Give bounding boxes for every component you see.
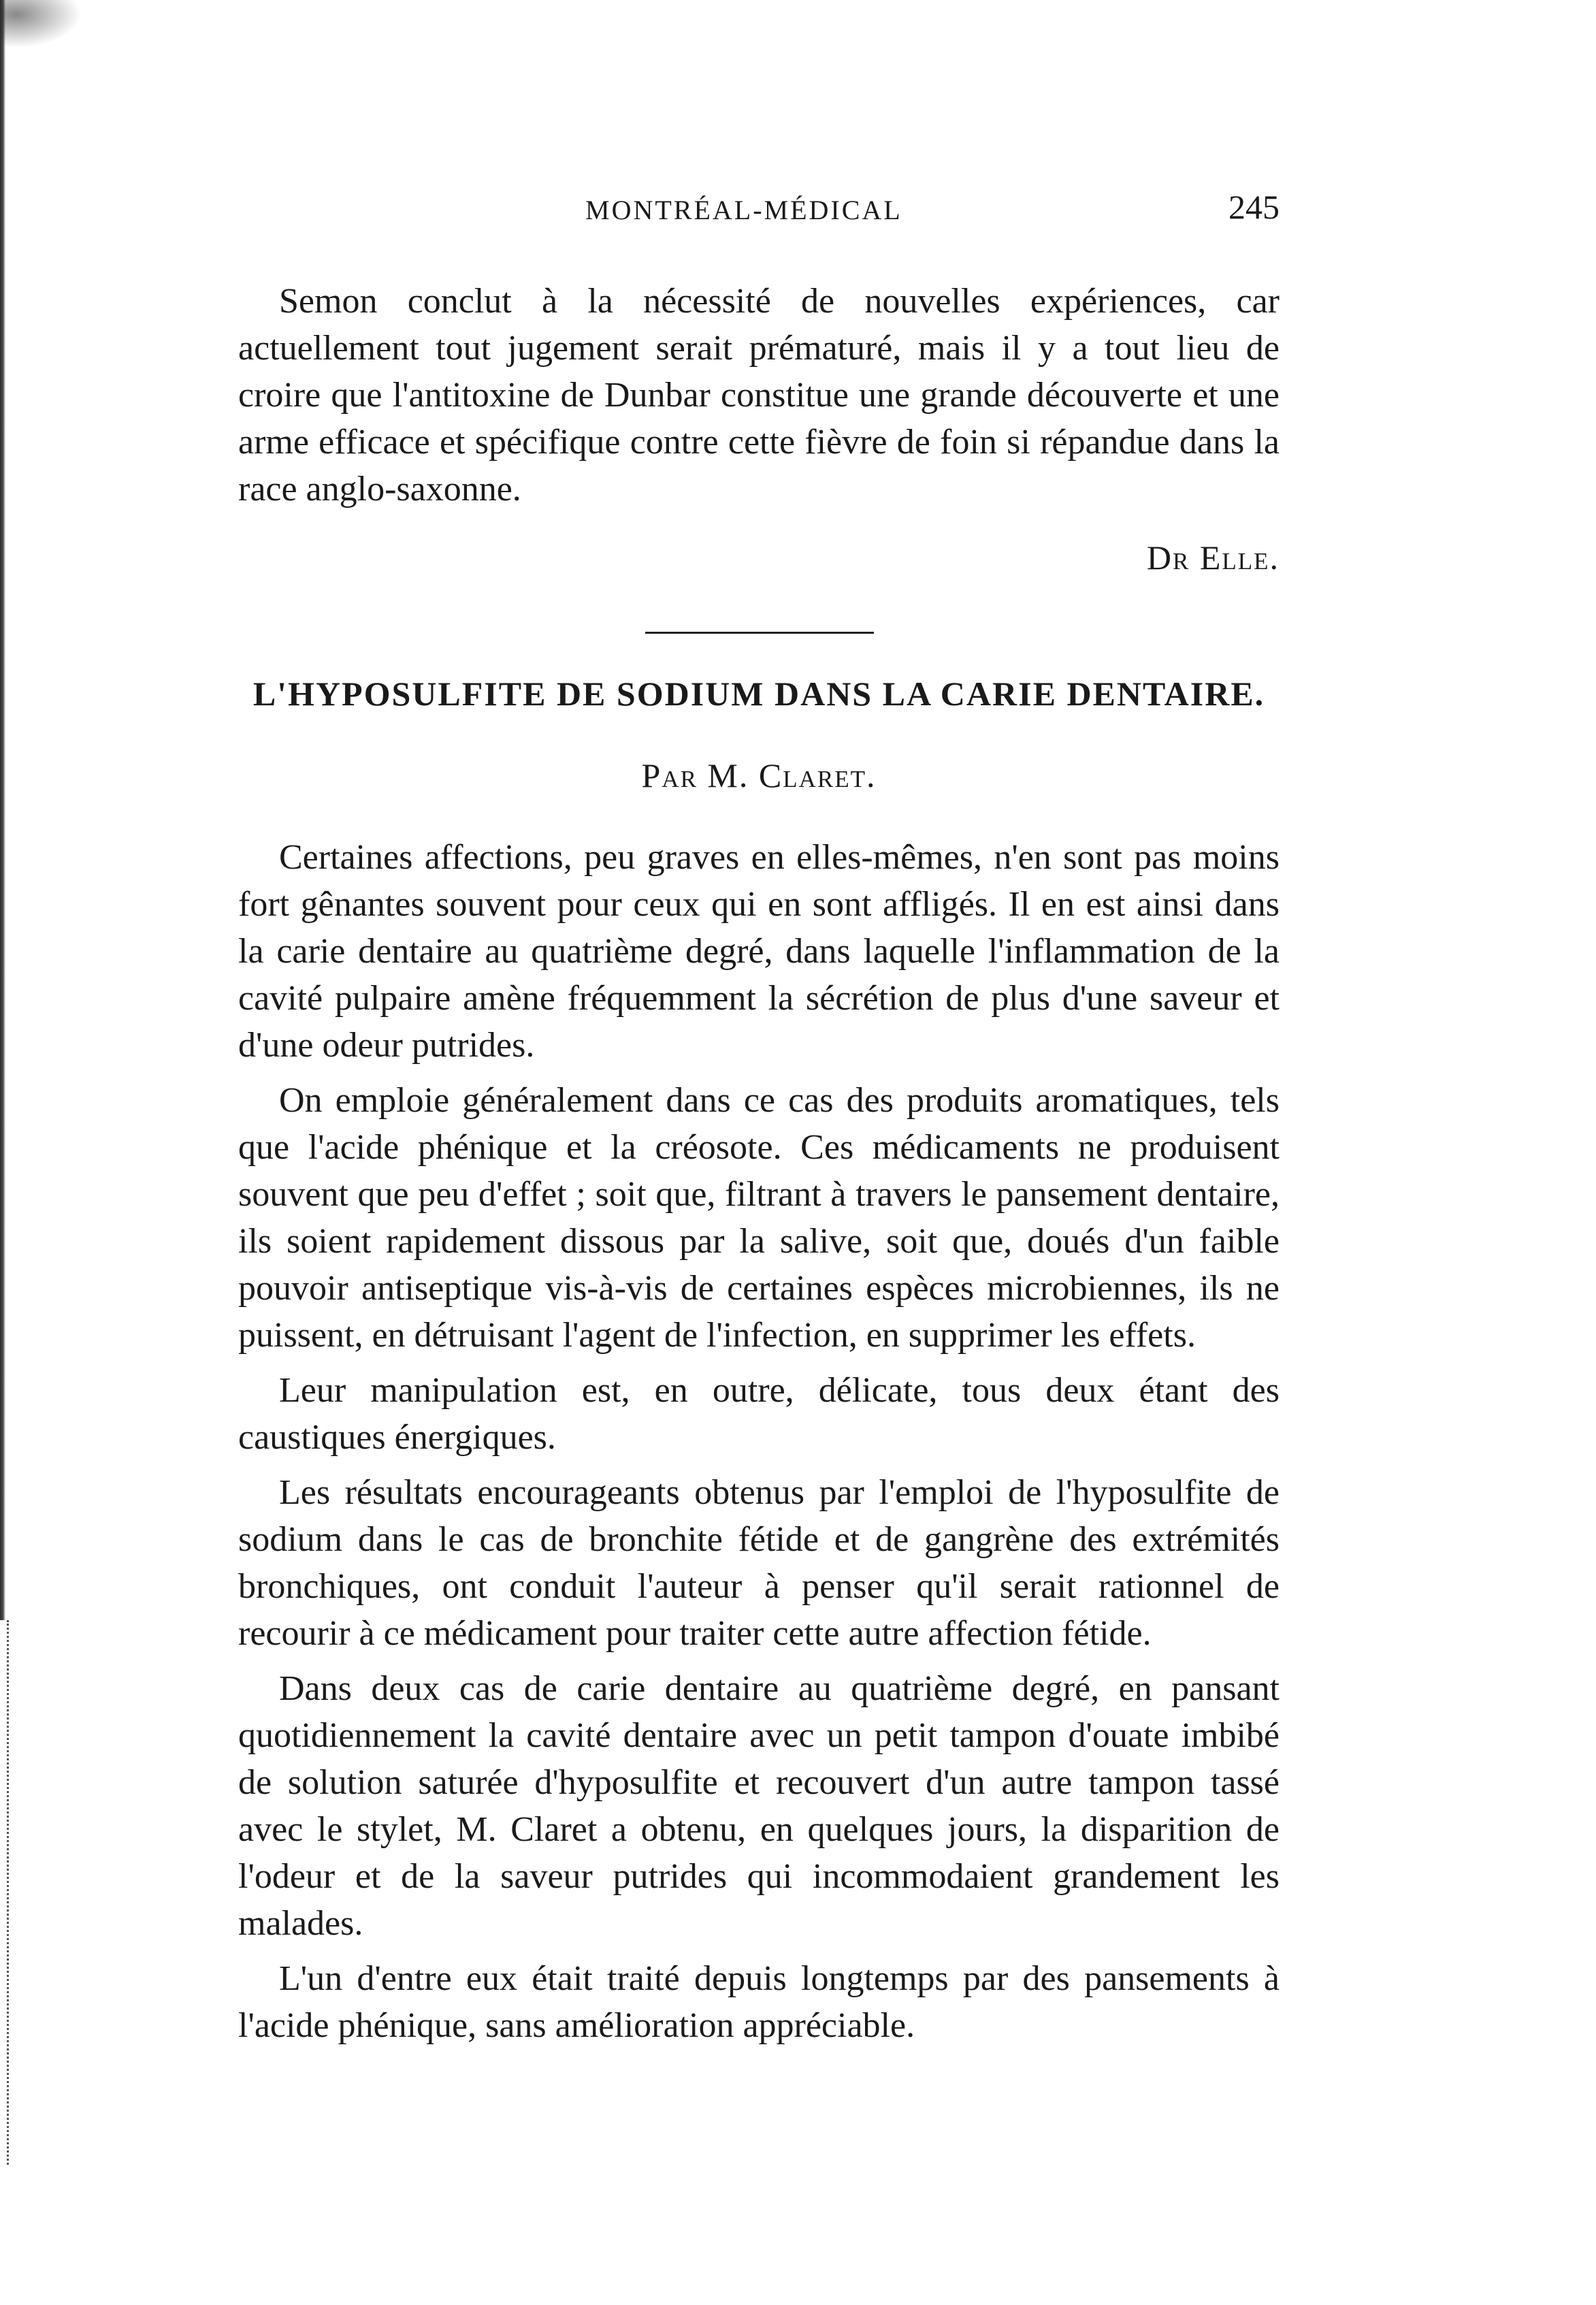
paragraph: Certaines affections, peu graves en elles-mêmes, n'en sont pas moins fort gênantes souvent pour ceux qui en sont affligés. Il en est ainsi dans la carie dentaire au quatrième degré, dans laquelle l'inflammation de la cavité pulpaire amène fréquemment la sécrétion de plus d'une saveur et d'une odeur putrides. — [238, 838, 1280, 1065]
page-binding-dots — [7, 1620, 11, 2165]
section-divider — [645, 632, 874, 634]
author-signature: Dr Elle. — [1146, 538, 1280, 577]
paragraph: Leur manipulation est, en outre, délicate, tous deux étant des caustiques énergiques. — [238, 1371, 1280, 1457]
paragraph: On emploie généralement dans ce cas des produits aromatiques, tels que l'acide phénique et la créosote. Ces médicaments ne produisent souvent que peu d'effet ; soit que, filtrant à travers le pansement dentaire, ils soient rapidement dissous par la salive, soit que, doués d'un faible pouvoir antiseptique vis-à-vis de certaines espèces microbiennes, ils ne puissent, en détruisant l'agent de l'infection, en supprimer les effets. — [238, 1081, 1280, 1355]
article-title: L'HYPOSULFITE DE SODIUM DANS LA CARIE DENTAIRE. — [253, 675, 1265, 713]
running-head — [238, 188, 1280, 235]
scan-corner-smudge — [0, 0, 82, 48]
article-byline: Par M. Claret. — [641, 756, 877, 794]
page-number: 245 — [1228, 188, 1280, 226]
paragraph: Les résultats encourageants obtenus par l'emploi de l'hyposulfite de sodium dans le cas de bronchite fétide et de gangrène des extrémités bronchiques, ont conduit l'auteur à penser qu'il serait rationnel de recourir à ce médicament pour traiter cette autre affection fétide. — [238, 1473, 1280, 1653]
page-binding-edge — [0, 0, 5, 1620]
paragraph: Semon conclut à la nécessité de nouvelles expériences, car actuellement tout jugement serait prématuré, mais il y a tout lieu de croire que l'antitoxine de Dunbar constitue une grande découverte et une arme efficace et spécifique contre cette fièvre de foin si répandue dans la race anglo-saxonne. — [238, 282, 1280, 509]
running-title: MONTRÉAL-MÉDICAL — [585, 195, 902, 225]
paragraph: Dans deux cas de carie dentaire au quatrième degré, en pansant quotidiennement la cavité dentaire avec un petit tampon d'ouate imbibé de solution saturée d'hyposulfite et recouvert d'un autre tampon tassé avec le stylet, M. Claret a obtenu, en quelques jours, la disparition de l'odeur et de la saveur putrides qui incommodaient grandement les malades. — [238, 1669, 1280, 1943]
preceding-article-text — [238, 278, 1280, 513]
article-body — [238, 834, 1280, 2049]
paragraph: L'un d'entre eux était traité depuis longtemps par des pansements à l'acide phénique, sans amélioration appréciable. — [238, 1959, 1280, 2045]
